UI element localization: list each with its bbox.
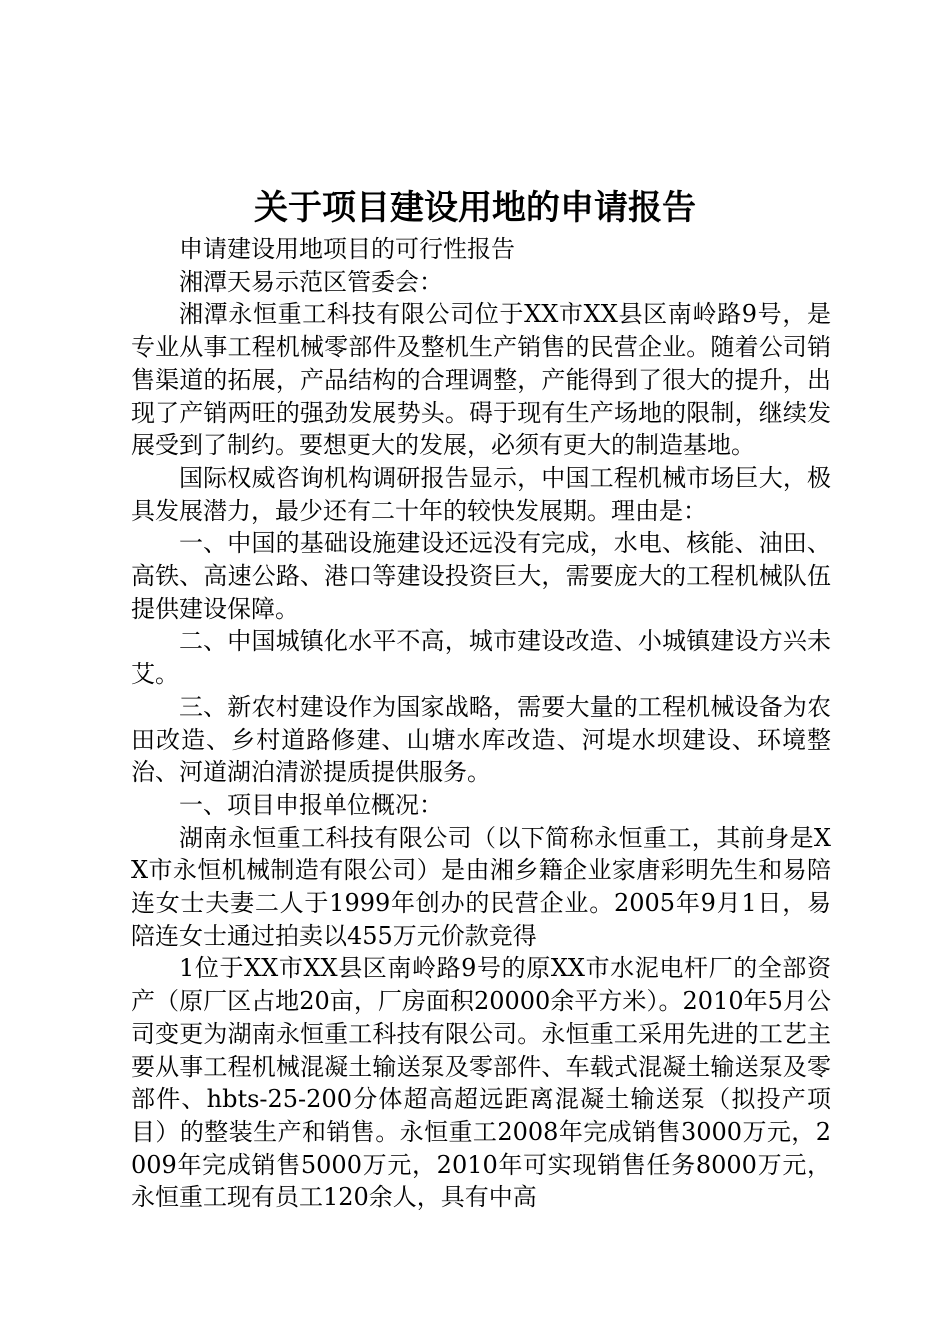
paragraph-market-report: 国际权威咨询机构调研报告显示，中国工程机械市场巨大，极具发展潜力，最少还有二十年的较快发展期。理由是：	[131, 463, 831, 525]
section-heading-overview: 一、项目申报单位概况：	[179, 790, 443, 819]
paragraph-subtitle: 申请建设用地项目的可行性报告	[179, 235, 515, 263]
paragraph-reason-1: 一、中国的基础设施建设还远没有完成，水电、核能、油田、高铁、高速公路、港口等建设投资巨大，需要庞大的工程机械队伍提供建设保障。	[131, 529, 831, 623]
paragraph-company-intro: 湘潭永恒重工科技有限公司位于XX市XX县区南岭路9号，是专业从事工程机械零部件及整机生产销售的民营企业。随着公司销售渠道的拓展，产品结构的合理调整，产能得到了很大的提升，出现了产销两旺的强劲发展势头。碍于现有生产场地的限制，继续发展受到了制约。要想更大的发展，必须有更大的制造基地。	[131, 300, 831, 460]
paragraph-reason-3: 三、新农村建设作为国家战略，需要大量的工程机械设备为农田改造、乡村道路修建、山塘水库改造、河堤水坝建设、环境整治、河道湖泊清淤提质提供服务。	[131, 692, 831, 787]
document-title: 关于项目建设用地的申请报告	[254, 188, 696, 228]
document-body	[131, 233, 831, 1214]
paragraph-company-assets: 1位于XX市XX县区南岭路9号的原XX市水泥电杆厂的全部资产（原厂区占地20亩，厂房面积20000余平方米）。2010年5月公司变更为湖南永恒重工科技有限公司。永恒重工采用先进的工艺主要从事工程机械混凝土输送泵及零部件、车载式混凝土输送泵及零部件、hbts-25-200分体超高超远距离混凝土输送泵（拟投产项目）的整装生产和销售。永恒重工2008年完成销售3000万元，2009年完成销售5000万元，2010年可实现销售任务8000万元，永恒重工现有员工120余人，具有中高	[131, 954, 831, 1212]
paragraph-reason-2: 二、中国城镇化水平不高，城市建设改造、小城镇建设方兴未艾。	[131, 627, 831, 689]
paragraph-addressee: 湘潭天易示范区管委会：	[179, 267, 443, 296]
paragraph-company-history: 湖南永恒重工科技有限公司（以下简称永恒重工，其前身是XX市永恒机械制造有限公司）是由湘乡籍企业家唐彩明先生和易陪连女士夫妻二人于1999年创办的民营企业。2005年9月1日，易陪连女士通过拍卖以455万元价款竞得	[131, 823, 831, 950]
